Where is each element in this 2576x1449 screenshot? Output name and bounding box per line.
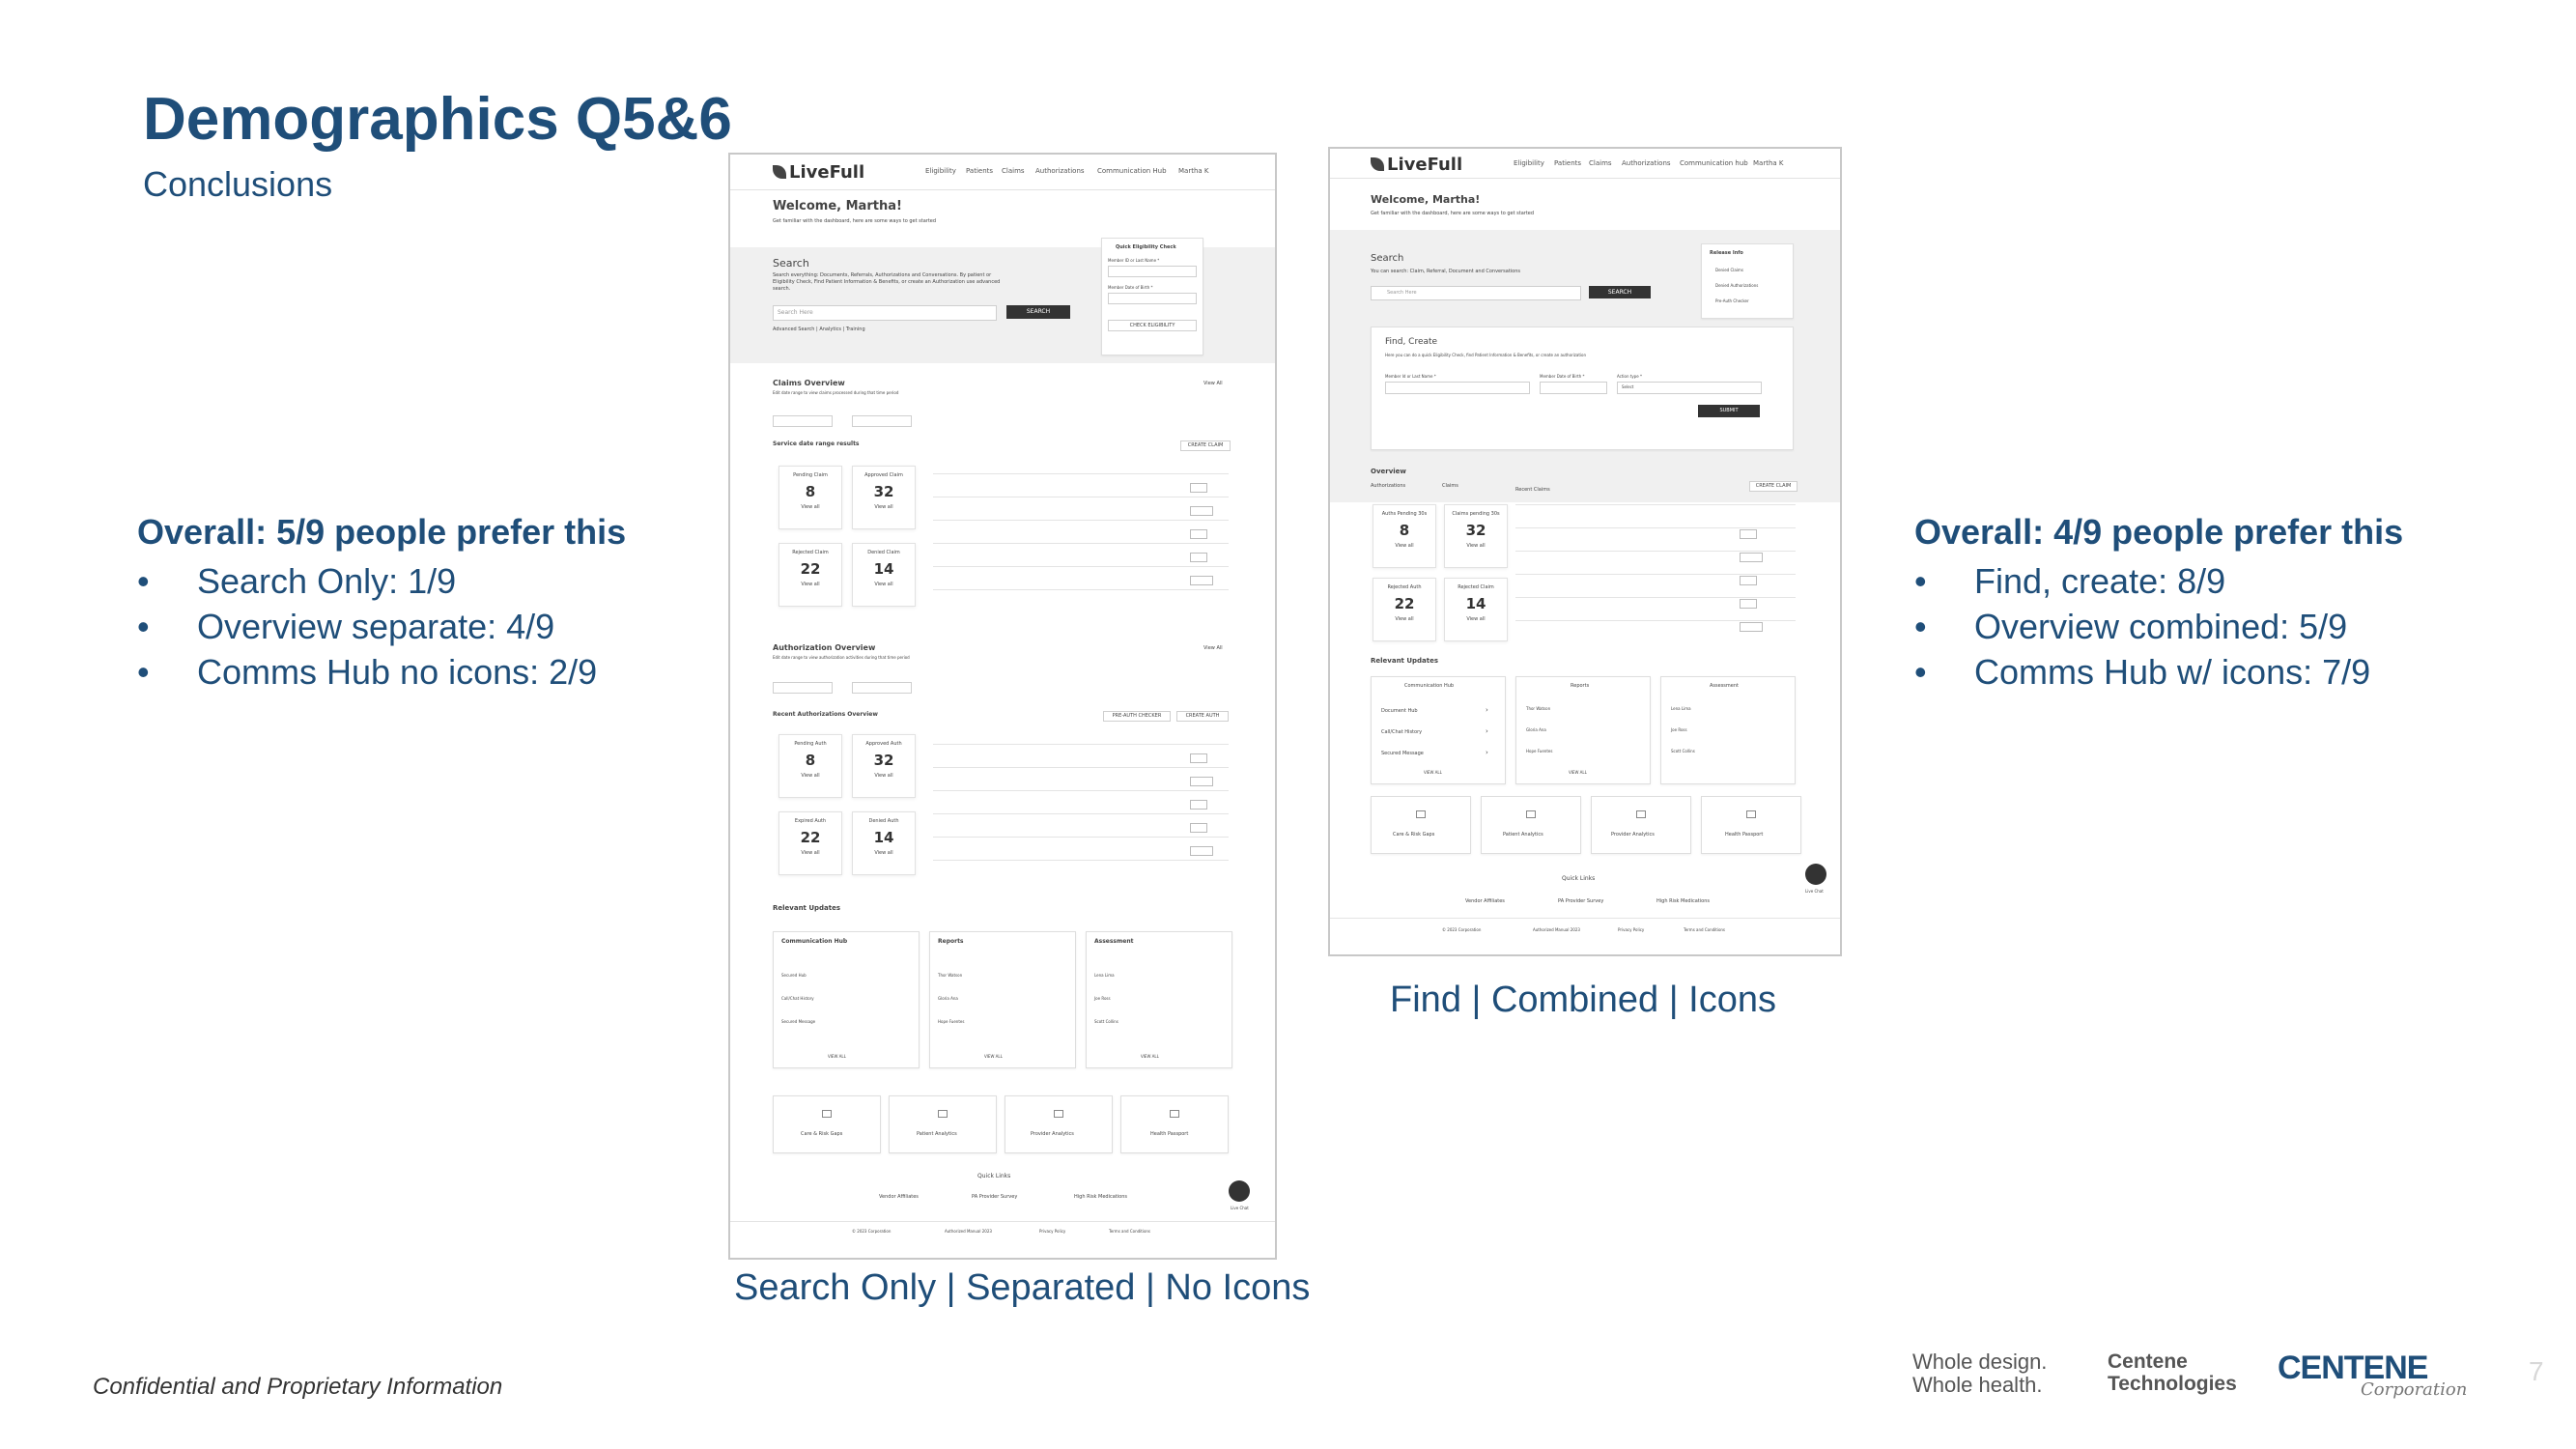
card-row[interactable]: Secured Hub <box>781 973 807 978</box>
livefull-logo <box>1371 155 1462 175</box>
claims-overview-subtitle: Edit date range to view claims processed during that time period <box>773 390 899 395</box>
stat-action: View all <box>874 773 893 779</box>
tool-card[interactable] <box>1591 796 1691 854</box>
stat-value: 22 <box>800 829 821 846</box>
search-button[interactable]: SEARCH <box>1006 305 1070 319</box>
overview-tab[interactable]: Authorizations <box>1371 483 1406 489</box>
nav-item[interactable]: Authorizations <box>1035 167 1085 175</box>
stat-action: View all <box>874 850 893 856</box>
pre-auth-checker-button[interactable]: PRE-AUTH CHECKER <box>1103 711 1171 722</box>
find-field-label: Action type * <box>1617 374 1643 379</box>
footer-link[interactable]: © 2023 Corporation <box>1442 927 1482 932</box>
view-all-button[interactable]: VIEW ALL <box>828 1054 846 1059</box>
stat-card[interactable] <box>852 811 916 875</box>
comm-hub-card <box>1371 676 1506 784</box>
stat-label: Approved Auth <box>865 741 902 747</box>
card-title: Reports <box>938 938 964 945</box>
analytics-icon <box>938 1110 948 1118</box>
tech-logo-line: Centene <box>2108 1350 2188 1373</box>
stat-card[interactable] <box>778 734 842 798</box>
release-info-card <box>1701 243 1794 319</box>
stat-action: View all <box>874 504 893 510</box>
left-summary-item: • Search Only: 1/9 <box>137 558 626 604</box>
stat-value: 22 <box>1394 595 1415 612</box>
stat-card[interactable] <box>1444 578 1508 641</box>
centene-corporation-logo <box>2278 1350 2467 1400</box>
create-claim-button[interactable]: CREATE CLAIM <box>1180 440 1231 451</box>
card-row[interactable]: Secured Message <box>1381 751 1424 756</box>
stat-label: Claims pending 30s <box>1452 511 1500 517</box>
release-item[interactable]: Denied Claims <box>1715 268 1743 272</box>
find-create-title: Find, Create <box>1385 337 1438 347</box>
dob-input[interactable] <box>1108 293 1197 304</box>
stat-value: 14 <box>873 560 894 578</box>
card-row[interactable]: Lena Lima <box>1094 973 1115 978</box>
card-title: Assessment <box>1710 683 1739 689</box>
tool-label: Care & Risk Gaps <box>801 1131 843 1137</box>
left-summary-item: • Overview separate: 4/9 <box>137 604 626 649</box>
stat-action: View all <box>1395 543 1414 549</box>
stat-label: Rejected Auth <box>1387 584 1422 590</box>
welcome-heading: Welcome, Martha! <box>1371 193 1481 206</box>
comm-hub-card <box>773 931 920 1068</box>
nav-item[interactable]: Eligibility <box>925 167 956 175</box>
card-row[interactable]: Scott Collins <box>1094 1019 1118 1024</box>
nav-item[interactable]: Claims <box>1002 167 1025 175</box>
right-summary-heading: Overall: 4/9 people prefer this <box>1914 512 2404 552</box>
footer-link[interactable]: Terms and Conditions <box>1684 927 1726 932</box>
view-all-button[interactable]: VIEW ALL <box>984 1054 1003 1059</box>
livefull-logo <box>773 162 864 183</box>
left-summary <box>137 512 626 695</box>
tech-logo-line: Technologies <box>2108 1373 2237 1395</box>
right-summary-item: • Find, create: 8/9 <box>1914 558 2403 604</box>
centene-technologies-logo <box>2108 1350 2237 1395</box>
tool-label: Provider Analytics <box>1611 832 1655 838</box>
card-title: Assessment <box>1094 938 1134 945</box>
live-chat-label: Live Chat <box>1805 889 1824 894</box>
assessment-card <box>1660 676 1796 784</box>
passport-icon <box>1746 810 1756 818</box>
card-title: Reports <box>1571 683 1590 689</box>
live-chat-icon[interactable] <box>1229 1180 1250 1202</box>
stat-value: 32 <box>873 483 894 500</box>
chevron-right-icon: › <box>1486 706 1488 714</box>
tool-card[interactable] <box>1371 796 1471 854</box>
member-id-input[interactable] <box>1108 266 1197 277</box>
mock-header <box>1330 149 1840 179</box>
tool-label: Health Passport <box>1150 1131 1189 1137</box>
find-create-description: Here you can do a quick Eligibility Check, find Patient Information & Benefits, or create an authorization <box>1385 353 1587 357</box>
search-input[interactable] <box>773 305 997 321</box>
logo-text: LiveFull <box>1387 155 1463 175</box>
slide-number: 7 <box>2529 1356 2544 1386</box>
stat-action: View all <box>801 504 820 510</box>
slide-subtitle: Conclusions <box>143 164 333 204</box>
nav-item[interactable]: Authorizations <box>1622 159 1671 167</box>
overview-tab[interactable]: Claims <box>1442 483 1458 489</box>
stat-card[interactable] <box>1444 504 1508 568</box>
mockup-find-combined <box>1328 147 1842 956</box>
search-input[interactable] <box>1371 286 1581 300</box>
view-all-button[interactable]: VIEW ALL <box>1141 1054 1159 1059</box>
tool-card[interactable] <box>1481 796 1581 854</box>
tool-label: Health Passport <box>1725 832 1764 838</box>
assessment-card <box>1086 931 1232 1068</box>
footer-link[interactable]: Authorized Manual 2023 <box>945 1229 992 1234</box>
right-mock-caption: Find | Combined | Icons <box>1390 980 1776 1020</box>
stat-action: View all <box>801 582 820 587</box>
eligibility-field-label: Member Date of Birth * <box>1108 285 1153 290</box>
quick-links-title: Quick Links <box>1562 875 1596 882</box>
date-to-input[interactable] <box>852 682 912 694</box>
search-title: Search <box>1371 253 1404 264</box>
card-row[interactable]: Gloria Ana <box>1526 727 1546 732</box>
card-row[interactable]: Call/Chat History <box>1381 729 1423 735</box>
stat-action: View all <box>801 773 820 779</box>
stat-label: Denied Auth <box>868 818 899 824</box>
dob-input[interactable] <box>1540 382 1607 394</box>
leaf-icon <box>773 165 786 179</box>
provider-icon <box>1054 1110 1063 1118</box>
user-menu[interactable]: Martha K <box>1178 167 1209 175</box>
release-item[interactable]: Pre-Auth Checker <box>1715 298 1749 303</box>
tool-label: Provider Analytics <box>1031 1131 1074 1137</box>
user-menu[interactable]: Martha K <box>1753 159 1784 167</box>
right-summary-item: • Overview combined: 5/9 <box>1914 604 2403 649</box>
submit-button[interactable]: SUBMIT <box>1698 405 1760 417</box>
stat-value: 32 <box>873 752 894 769</box>
stat-card[interactable] <box>1373 504 1436 568</box>
right-summary-item: • Comms Hub w/ icons: 7/9 <box>1914 649 2403 695</box>
nav-item[interactable]: Patients <box>966 167 994 175</box>
recent-claims-label: Recent Claims <box>1515 487 1550 493</box>
stat-value: 14 <box>1465 595 1486 612</box>
tool-card[interactable] <box>1701 796 1801 854</box>
welcome-heading: Welcome, Martha! <box>773 199 902 213</box>
card-row[interactable]: Call/Chat History <box>781 996 814 1001</box>
live-chat-label: Live Chat <box>1231 1206 1249 1210</box>
card-row[interactable]: Lena Lima <box>1671 706 1691 711</box>
stat-action: View all <box>874 582 893 587</box>
stat-action: View all <box>1466 543 1486 549</box>
recent-auth-label: Recent Authorizations Overview <box>773 711 878 718</box>
card-row[interactable]: Scott Collins <box>1671 749 1695 753</box>
chart-icon <box>1416 810 1426 818</box>
tool-card[interactable] <box>1005 1095 1113 1153</box>
claims-overview-title: Claims Overview <box>773 379 845 387</box>
stat-label: Pending Claim <box>793 472 828 478</box>
stat-card[interactable] <box>852 466 916 529</box>
view-all-link[interactable]: View All <box>1203 645 1223 651</box>
tagline-line: Whole design. <box>1912 1350 2048 1374</box>
stat-card[interactable] <box>1373 578 1436 641</box>
view-all-button[interactable]: VIEW ALL <box>1569 770 1587 775</box>
welcome-subtext: Get familiar with the dashboard, here are some ways to get started <box>1371 211 1535 216</box>
card-row[interactable]: Document Hub <box>1381 708 1418 714</box>
card-row[interactable]: Thor Watson <box>938 973 963 978</box>
stat-label: Pending Auth <box>794 741 827 747</box>
stat-action: View all <box>1395 616 1414 622</box>
stat-value: 8 <box>805 752 816 769</box>
nav-item[interactable]: Claims <box>1589 159 1612 167</box>
relevant-updates-title: Relevant Updates <box>773 904 841 912</box>
welcome-subtext: Get familiar with the dashboard, here are some ways to get started <box>773 218 937 224</box>
stat-card[interactable] <box>778 543 842 607</box>
card-row[interactable]: Secured Message <box>781 1019 816 1024</box>
nav-item[interactable]: Communication Hub <box>1097 167 1167 175</box>
left-summary-item: • Comms Hub no icons: 2/9 <box>137 649 626 695</box>
left-summary-heading: Overall: 5/9 people prefer this <box>137 512 627 552</box>
quick-link[interactable]: PA Provider Survey <box>972 1194 1018 1200</box>
card-title: Communication Hub <box>1404 683 1455 689</box>
stat-action: View all <box>801 850 820 856</box>
footer-link[interactable]: Authorized Manual 2023 <box>1533 927 1580 932</box>
stat-card[interactable] <box>852 734 916 798</box>
stat-label: Denied Claim <box>867 550 900 555</box>
search-description: Search everything: Documents, Referrals, Authorizations and Conversations. By patient or Eligibility Check, Find Patient Information & Benefits, or create an Authorization use advanced search. <box>773 272 1001 292</box>
search-input-placeholder: Search Here <box>778 309 813 316</box>
search-input-placeholder: Search Here <box>1387 290 1417 296</box>
card-title: Communication Hub <box>781 938 848 945</box>
footer-link[interactable]: Terms and Conditions <box>1109 1229 1151 1234</box>
stat-value: 32 <box>1465 522 1486 539</box>
quick-link[interactable]: PA Provider Survey <box>1558 898 1604 904</box>
confidential-footer: Confidential and Proprietary Information <box>93 1374 503 1400</box>
provider-icon <box>1636 810 1646 818</box>
date-to-input[interactable] <box>852 415 912 427</box>
stat-value: 22 <box>800 560 821 578</box>
auth-overview-subtitle: Edit date range to view authorization activities during that time period <box>773 655 910 660</box>
centene-logo-text: CENTENE <box>2278 1350 2428 1386</box>
card-row[interactable]: Hope Fuentes <box>1526 749 1553 753</box>
eligibility-title: Quick Eligibility Check <box>1116 244 1176 250</box>
card-row[interactable]: Hope Fuentes <box>938 1019 965 1024</box>
card-row[interactable]: Thor Watson <box>1526 706 1551 711</box>
corporation-logo-text: Corporation <box>2361 1379 2468 1400</box>
brand-tagline <box>1912 1350 2047 1397</box>
nav-item[interactable]: Communication hub <box>1680 159 1748 167</box>
stat-action: View all <box>1466 616 1486 622</box>
card-row[interactable]: Joe Ross <box>1671 727 1687 732</box>
action-type-value: Select <box>1622 384 1634 389</box>
check-eligibility-button[interactable]: CHECK ELIGIBILITY <box>1108 320 1197 331</box>
find-field-label: Member Date of Birth * <box>1540 374 1585 379</box>
quick-eligibility-card <box>1101 238 1203 355</box>
chevron-right-icon: › <box>1486 749 1488 756</box>
stat-card[interactable] <box>852 543 916 607</box>
left-mock-caption: Search Only | Separated | No Icons <box>734 1267 1311 1308</box>
relevant-updates-title: Relevant Updates <box>1371 657 1439 665</box>
right-summary <box>1914 512 2403 695</box>
live-chat-icon[interactable] <box>1805 864 1826 885</box>
action-type-select[interactable] <box>1617 382 1762 394</box>
tool-card[interactable] <box>889 1095 997 1153</box>
tool-label: Patient Analytics <box>917 1131 957 1137</box>
quick-link[interactable]: Vendor Affiliates <box>1465 898 1505 904</box>
card-row[interactable]: Joe Ross <box>1094 996 1111 1001</box>
stat-value: 14 <box>873 829 894 846</box>
slide-title: Demographics Q5&6 <box>143 86 732 153</box>
service-results-label: Service date range results <box>773 440 860 447</box>
create-claim-button[interactable]: CREATE CLAIM <box>1749 481 1798 492</box>
date-from-input[interactable] <box>773 415 833 427</box>
footer-link[interactable]: Privacy Policy <box>1039 1229 1066 1234</box>
stat-label: Expired Auth <box>794 818 827 824</box>
nav-item[interactable]: Patients <box>1554 159 1582 167</box>
stat-value: 8 <box>1399 522 1410 539</box>
release-item[interactable]: Denied Authorizations <box>1715 283 1759 288</box>
stat-label: Rejected Claim <box>792 550 829 555</box>
tool-label: Patient Analytics <box>1503 832 1543 838</box>
quick-link[interactable]: High Risk Medications <box>1656 898 1710 904</box>
date-from-input[interactable] <box>773 682 833 694</box>
footer-link[interactable]: Privacy Policy <box>1618 927 1645 932</box>
quick-link[interactable]: High Risk Medications <box>1074 1194 1127 1200</box>
nav-item[interactable]: Eligibility <box>1514 159 1544 167</box>
chevron-right-icon: › <box>1486 727 1488 735</box>
stat-card[interactable] <box>778 466 842 529</box>
auth-overview-title: Authorization Overview <box>773 643 876 652</box>
overview-title: Overview <box>1371 468 1406 475</box>
passport-icon <box>1170 1110 1179 1118</box>
stat-value: 8 <box>805 483 816 500</box>
view-all-link[interactable]: View All <box>1203 381 1223 386</box>
search-button[interactable]: SEARCH <box>1589 286 1651 298</box>
find-create-card <box>1371 327 1794 450</box>
stat-label: Auths Pending 30s <box>1381 511 1428 517</box>
card-row[interactable]: Gloria Ana <box>938 996 958 1001</box>
stat-label: Rejected Claim <box>1458 584 1494 590</box>
mockup-search-only <box>728 153 1277 1260</box>
mock-header <box>730 155 1275 190</box>
view-all-button[interactable]: VIEW ALL <box>1424 770 1442 775</box>
member-id-input[interactable] <box>1385 382 1530 394</box>
release-title: Release Info <box>1710 250 1743 256</box>
logo-text: LiveFull <box>789 162 865 183</box>
stat-card[interactable] <box>778 811 842 875</box>
search-links[interactable]: Advanced Search | Analytics | Training <box>773 327 865 332</box>
create-auth-button[interactable]: CREATE AUTH <box>1176 711 1229 722</box>
quick-links-title: Quick Links <box>977 1173 1011 1179</box>
stat-label: Approved Claim <box>864 472 903 478</box>
reports-card <box>929 931 1076 1068</box>
analytics-icon <box>1526 810 1536 818</box>
tool-card[interactable] <box>773 1095 881 1153</box>
search-description: You can search: Claim, Referral, Document and Conversations <box>1371 269 1521 274</box>
chart-icon <box>822 1110 832 1118</box>
footer-link[interactable]: © 2023 Corporation <box>852 1229 892 1234</box>
reports-card <box>1515 676 1651 784</box>
search-title: Search <box>773 257 809 270</box>
tool-label: Care & Risk Gaps <box>1393 832 1435 838</box>
quick-link[interactable]: Vendor Affiliates <box>879 1194 919 1200</box>
leaf-icon <box>1371 157 1384 171</box>
tool-card[interactable] <box>1120 1095 1229 1153</box>
eligibility-field-label: Member ID or Last Name * <box>1108 258 1160 263</box>
tagline-line: Whole health. <box>1912 1373 2043 1397</box>
find-field-label: Member Id or Last Name * <box>1385 374 1436 379</box>
